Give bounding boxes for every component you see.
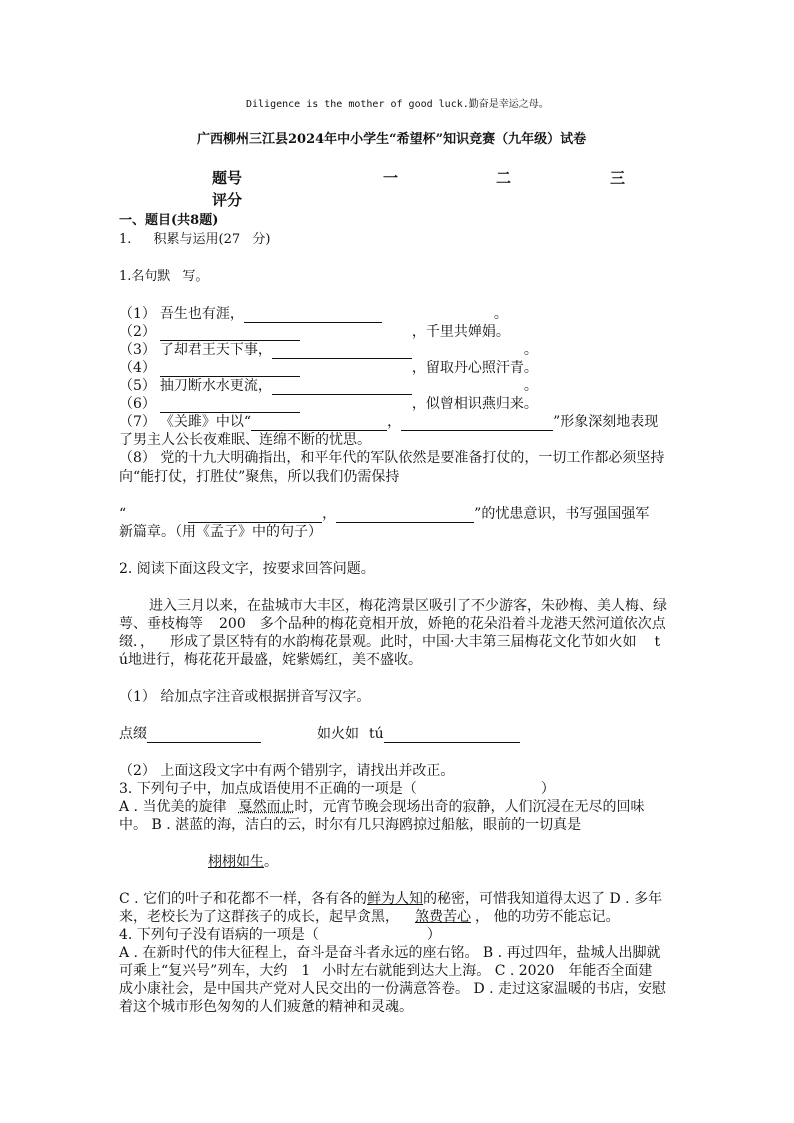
- recitation-item-3: [119, 341, 538, 359]
- item-num: （4）: [119, 360, 156, 376]
- recitation-item-5: [119, 377, 538, 395]
- option-text: 小时左右就能到达大上海。 C . 2020: [322, 963, 555, 979]
- q2-stem: 2. 阅读下面这段文字，按要求回答问题。: [119, 561, 375, 577]
- q2-passage-line-4: ú地进行，梅花花开最盛，姹紫嫣红，美不盛收。: [119, 652, 423, 668]
- q3-option-b: 中。 B . 湛蓝的海，洁白的云，时尔有几只海鸥掠过船舷，眼前的一切真是: [119, 817, 582, 833]
- q4-stem: [119, 926, 441, 944]
- recitation-item-8-line2: 向“能打仗，打胜仗”聚焦，所以我们仍需保持: [119, 469, 400, 485]
- stem-text: 3. 下列句子中，加点成语使用不正确的一项是（: [119, 781, 417, 797]
- answer-blank[interactable]: [160, 398, 300, 413]
- recitation-item-7-cont: 了男主人公长夜难眠、连绵不断的忧思。: [119, 432, 371, 448]
- item-text: 。: [493, 306, 508, 322]
- answer-blank[interactable]: [272, 344, 412, 359]
- q1-instruction-a: 1.名句默: [119, 269, 171, 284]
- item-text: 了却君王天下事，: [159, 342, 272, 358]
- option-text: 时，元宵节晚会现场出奇的寂静，人们沉浸在无尽的回味: [294, 799, 645, 815]
- option-text: A . 当优美的旋律: [119, 799, 227, 815]
- option-text: 的秘密，可惜我知道得太迟了 D . 多年: [423, 891, 663, 907]
- option-idiom: 栩栩如生: [208, 854, 264, 870]
- recitation-item-4: [119, 359, 538, 377]
- option-text: 年能否全面建: [568, 963, 653, 979]
- answer-blank[interactable]: [188, 508, 322, 523]
- q1-intro-num: 1.: [119, 232, 132, 247]
- fill-label: tú: [369, 726, 384, 742]
- option-number: 1: [301, 963, 311, 979]
- item-text: 抽刀断水水更流，: [159, 378, 272, 394]
- option-text: 可乘上“复兴号”列车，大约: [119, 963, 288, 979]
- answer-blank[interactable]: [272, 380, 412, 395]
- q3-option-b-idiom: [208, 853, 278, 871]
- item-num: （3）: [119, 342, 156, 358]
- item-text: ，: [322, 506, 337, 522]
- option-idiom: 鲜为人知: [367, 891, 424, 907]
- q4-line-4: 着这个城市形色匆匆的人们疲惫的精神和灵魂。: [119, 999, 413, 1015]
- recitation-item-8-line4: 新篇章。（用《孟子》中的句子）: [119, 524, 322, 540]
- q1-instruction-b: 写。: [182, 269, 209, 284]
- q3-option-d: [119, 908, 619, 926]
- item-text: 。: [523, 378, 538, 394]
- q3-stem: [119, 780, 555, 798]
- answer-blank[interactable]: [160, 326, 300, 341]
- q2-passage-line-3: [119, 633, 660, 651]
- q1-intro-b: 分): [252, 232, 271, 247]
- score-table-col-2: 二: [496, 169, 512, 187]
- q1-instruction: [119, 268, 209, 286]
- score-table-label-tihao: 题号: [212, 169, 243, 187]
- stem-text: ）: [426, 927, 441, 943]
- item-text: “: [119, 506, 127, 522]
- recitation-item-2: [119, 323, 510, 341]
- item-num: （1）: [119, 306, 156, 322]
- item-num: （6）: [119, 396, 156, 412]
- option-text: 。: [264, 854, 278, 870]
- recitation-item-8-line3: [119, 505, 649, 523]
- q1-intro-a: 积累与运用(27: [153, 232, 241, 247]
- item-num: （7）: [119, 414, 156, 430]
- passage-text: 萼、垂枝梅等: [119, 616, 203, 632]
- answer-blank[interactable]: [160, 362, 300, 377]
- passage-number: 200: [219, 616, 246, 632]
- answer-blank[interactable]: [384, 728, 520, 743]
- item-text: 吾生也有涯，: [159, 306, 244, 322]
- q2-sub2: （2） 上面这段文字中有两个错别字，请找出并改正。: [119, 763, 455, 779]
- answer-blank[interactable]: [336, 508, 474, 523]
- q1-intro: [119, 231, 270, 249]
- item-text: ，似曾相识燕归来。: [411, 396, 538, 412]
- fill-label: 如火如: [317, 726, 359, 742]
- item-text: ”的忧患意识，书写强国强军: [474, 506, 650, 522]
- item-text: 《关雎》中以“: [159, 414, 252, 430]
- recitation-item-6: [119, 395, 538, 413]
- stem-text: ）: [540, 781, 555, 797]
- score-table-col-3: 三: [610, 169, 626, 187]
- q4-line-1: A . 在新时代的伟大征程上，奋斗是奋斗者永远的座右铭。 B . 再过四年，盐城人出脚就: [119, 945, 661, 961]
- item-text: ，留取丹心照汗青。: [411, 360, 538, 376]
- passage-text: 形成了景区特有的水韵梅花景观。此时，中国·大丰第三届梅花文化节如火如: [170, 634, 637, 650]
- option-idiom: 煞费苦心: [415, 909, 471, 925]
- stem-text: 4. 下列句子没有语病的一项是（: [119, 927, 319, 943]
- item-text: 。: [523, 342, 538, 358]
- item-text: ”形象深刻地表现: [553, 414, 659, 430]
- item-num: （5）: [119, 378, 156, 394]
- score-table-label-pingfen: 评分: [212, 191, 243, 209]
- fill-label: 点缀: [119, 726, 147, 742]
- option-text: ， 他的功劳不能忘记。: [475, 909, 620, 925]
- recitation-item-7: [119, 413, 658, 431]
- option-text: C . 它们的叶子和花都不一样，各有各的: [119, 891, 368, 907]
- answer-blank[interactable]: [147, 728, 261, 743]
- motto-header: Diligence is the mother of good luck.勤奋是幸运之母。: [246, 99, 549, 110]
- passage-text: 多个品种的梅花竟相开放，娇艳的花朵沿着斗龙港天然河道依次点: [259, 616, 666, 632]
- option-text: 来，老校长为了这群孩子的成长，起早贪黑，: [119, 909, 399, 925]
- q2-sub1-fill: [119, 725, 520, 743]
- answer-blank[interactable]: [401, 416, 553, 431]
- passage-pinyin: t: [654, 634, 661, 650]
- q2-passage-line-1: 进入三月以来，在盐城市大丰区，梅花湾景区吸引了不少游客，朱砂梅、美人梅、绿: [149, 598, 667, 614]
- score-table-col-1: 一: [383, 169, 399, 187]
- q2-passage-line-2: [119, 615, 666, 633]
- item-text: ，: [387, 414, 402, 430]
- answer-blank[interactable]: [244, 308, 382, 323]
- q4-line-3: 成小康社会，是中国共产党对人民交出的一份满意答卷。 D . 走过这家温暖的书店，安慰: [119, 981, 667, 997]
- answer-blank[interactable]: [251, 416, 387, 431]
- page-title: 广西柳州三江县2024年中小学生“希望杯”知识竞赛（九年级）试卷: [197, 132, 587, 147]
- q3-option-a: [119, 798, 644, 816]
- option-idiom: 戛然而止: [238, 799, 295, 815]
- q2-sub1: （1） 给加点字注音或根据拼音写汉字。: [119, 689, 371, 705]
- item-num: （2）: [119, 324, 156, 340]
- q3-option-c: [119, 890, 662, 908]
- recitation-item-8: （8） 党的十九大明确指出，和平年代的军队依然是要准备打仗的，一切工作都必须坚持: [119, 450, 665, 466]
- recitation-item-1: [119, 305, 508, 323]
- section-heading: 一、题目(共8题): [119, 213, 219, 228]
- passage-text: 缀．，: [119, 634, 154, 650]
- q4-line-2: [119, 962, 652, 980]
- item-text: ，千里共婵娟。: [411, 324, 510, 340]
